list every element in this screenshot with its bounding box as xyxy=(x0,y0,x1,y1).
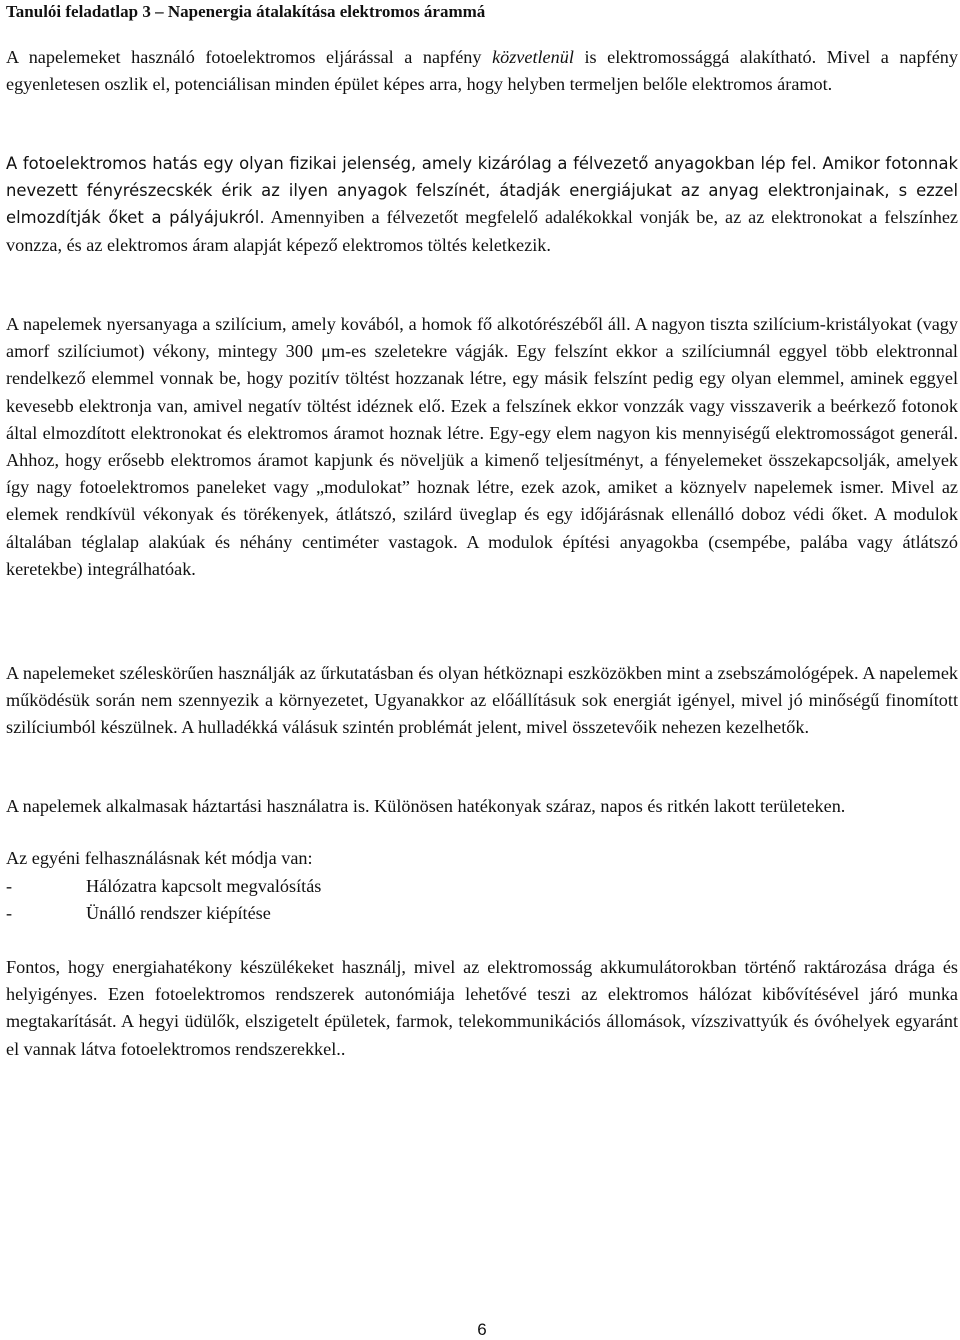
paragraph-silicon: A napelemek nyersanyaga a szilícium, amely kovából, a homok fő alkotórészéből áll. A nagyon tiszta szilícium-kristályokat (vagy amorf szilíciumot) vékony, mintegy 300 μm-es szeletekre vágják. Egy felszínt ekkor a szilíciumnál eggyel több elektronnal rendelkező elemmel vonnak be, hogy pozitív töltést hozzanak létre, egy másik felszínt pedig egy olyan elemmel, aminek eggyel kevesebb elektronja van, amivel negatív töltést idéznek elő. Ezek a felszínek ekkor vonzzák vagy visszaverik a beérkező fotonok által elmozdított elektronokat és elektromos áramot hoznak létre. Egy-egy elem nagyon kis mennyiségű elektromosságot generál. Ahhoz, hogy erősebb elektromos áramot kapjunk és növeljük a kimenő teljesítményt, a fényelemeket összekapcsolják, amelyek így nagy fotoelektromos paneleket vagy „modulokat” hoznak létre, ezek azok, amiket a köznyelv napelemek ismer. Mivel az elemek rendkívül vékonyak és törékenyek, átlátszó, szilárd üveglap és egy időjárásnak ellenálló doboz védi őket. A modulok általában téglalap alakúak és néhány centiméter vastagok. A modulok építési anyagokba (csempébe, palába vagy átlátszó keretekbe) integrálhatóak. xyxy=(6,314,958,579)
paragraph-intro xyxy=(6,44,958,98)
page-number: 6 xyxy=(477,1320,487,1339)
paragraph-photoelectric-serif: Amennyiben a félvezetőt megfelelő adalékokkal vonják be, az az elektronokat a felszínhez vonzza, és az elektromos áram alapját képező elektromos töltés keletkezik. xyxy=(6,207,958,255)
list-intro: Az egyéni felhasználásnak két módja van: xyxy=(6,848,313,868)
list-item-text: Hálózatra kapcsolt megvalósítás xyxy=(86,876,322,896)
paragraph-intro-end: is elektromossággá alakítható. Mivel a napfény egyenletesen oszlik el, potenciálisan minden épület képes arra, hogy helyben termeljen belőle elektromos áramot. xyxy=(6,47,958,95)
list-item xyxy=(6,900,906,927)
paragraph-photoelectric-sans: A fotoelektromos hatás egy olyan fizikai jelenség, amely kizárólag a félvezető anyagokban lép fel. Amikor fotonnak nevezett fényrészecskék érik az ilyen anyagok felszínét, átadják energiájukat az anyag elektronjainak, s ezzel elmozdítják őket a pályájukról. xyxy=(6,154,958,228)
list-dash: - xyxy=(6,903,13,923)
worksheet-title: Tanulói feladatlap 3 – Napenergia átalakítása elektromos árammá xyxy=(6,2,486,21)
list-dash: - xyxy=(6,876,13,896)
paragraph-intro-start: A napelemeket használó fotoelektromos eljárással a napfény xyxy=(6,47,493,67)
paragraph-efficiency: Fontos, hogy energiahatékony készülékeket használj, mivel az elektromosság akkumulátorokban történő raktározása drága és helyigényes. Ezen fotoelektromos rendszerek autonómiája lehetővé teszi az elektromos hálózat kibővítésével járó munka megtakarítását. A hegyi üdülők, elszigetelt épületek, farmok, telekommunikációs állomások, vízszivattyúk és óvóhelyek egyaránt el vannak látva fotoelektromos rendszerekkel.. xyxy=(6,957,958,1059)
emphasis-text: közvetlenül xyxy=(492,47,574,67)
paragraph-household: A napelemek alkalmasak háztartási használatra is. Különösen hatékonyak száraz, napos és ritkén lakott területeken. xyxy=(6,796,846,816)
list-item xyxy=(6,873,906,900)
paragraph-photoelectric-effect xyxy=(6,150,958,259)
list-item-text: Ünálló rendszer kiépítése xyxy=(86,903,271,923)
paragraph-usage: A napelemeket széleskörűen használják az űrkutatásban és olyan hétköznapi eszközökben mint a zsebszámológépek. A napelemek működésük során nem szennyezik a környezetet, Ugyanakkor az előállításuk sok energiát igényel, mivel jó minőségű finomított szilíciumból készülnek. A hulladékká válásuk szintén problémát jelent, mivel összetevőik nehezen kezelhetők. xyxy=(6,663,958,738)
